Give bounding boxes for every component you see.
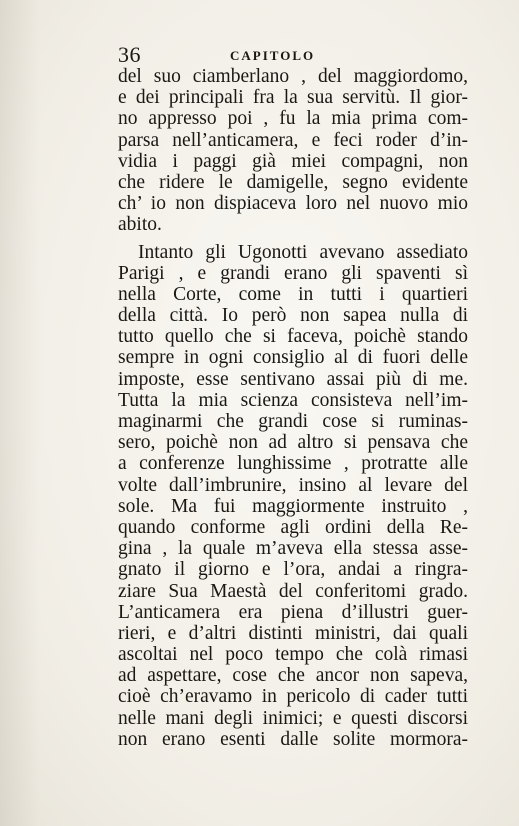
text-line: sempre in ogni consiglio al di fuori delle: [118, 347, 468, 369]
text-line: ziare Sua Maestà del conferitomi grado.: [118, 580, 468, 602]
text-line: imposte, esse sentivano assai più di me.: [118, 368, 468, 390]
text-line: Tutta la mia scienza consisteva nell’im-: [118, 389, 468, 411]
text-line: abito.: [118, 214, 162, 236]
text-line: vidia i paggi già miei compagni, non: [118, 150, 468, 172]
text-line: ad aspettare, cose che ancor non sapeva,: [118, 665, 468, 687]
page-number: 36: [118, 42, 141, 67]
text-line: a conferenze lunghissime , protratte alle: [118, 453, 468, 475]
text-line: Parigi , e grandi erano gli spaventi sì: [118, 262, 468, 284]
text-line: sero, poichè non ad altro si pensava che: [118, 432, 468, 454]
text-line: parsa nell’anticamera, e feci roder d’in-: [118, 129, 468, 151]
text-line: e dei principali fra la sua servitù. Il gior-: [118, 87, 468, 109]
page-header: [118, 42, 468, 68]
text-line: ascoltai nel poco tempo che colà rimasi: [118, 644, 468, 666]
text-line: tutto quello che si faceva, poichè stando: [118, 326, 468, 348]
text-line: del suo ciamberlano , del maggiordomo,: [118, 66, 468, 87]
running-title: CAPITOLO: [230, 48, 316, 63]
text-line: volte dall’imbrunire, insino al levare del: [118, 474, 468, 496]
text-line: nelle mani degli inimici; e questi discorsi: [118, 707, 468, 729]
text-line: sole. Ma fui maggiormente instruito ,: [118, 495, 468, 517]
text-line: maginarmi che grandi cose si ruminas-: [118, 411, 468, 432]
text-line: gina , la quale m’aveva ella stessa asse-: [118, 538, 468, 560]
page-edge-shadow: [0, 0, 40, 826]
text-line: Intanto gli Ugonotti avevano assediato: [138, 241, 468, 263]
paragraph-1: [118, 66, 468, 236]
text-line: quando conforme agli ordini della Re-: [118, 516, 468, 538]
text-line: no appresso poi , fu la mia prima com-: [118, 108, 468, 130]
text-line: nella Corte, come in tutti i quartieri: [118, 283, 468, 305]
text-line: della città. Io però non sapea nulla di: [118, 305, 468, 327]
text-line: che ridere le damigelle, segno evidente: [118, 171, 468, 193]
body-text: [118, 66, 468, 750]
text-line: L’anticamera era piena d’illustri guer-: [118, 601, 468, 623]
text-line: rieri, e d’altri distinti ministri, dai quali: [118, 622, 468, 644]
text-line: ch’ io non dispiaceva loro nel nuovo mio: [118, 193, 468, 215]
paragraph-2: [118, 242, 468, 751]
text-line: cioè ch’eravamo in pericolo di cader tutti: [118, 686, 468, 708]
text-line: non erano esenti dalle solite mormora-: [118, 728, 468, 750]
text-line: gnato il giorno e l’ora, andai a ringra-: [118, 559, 468, 581]
